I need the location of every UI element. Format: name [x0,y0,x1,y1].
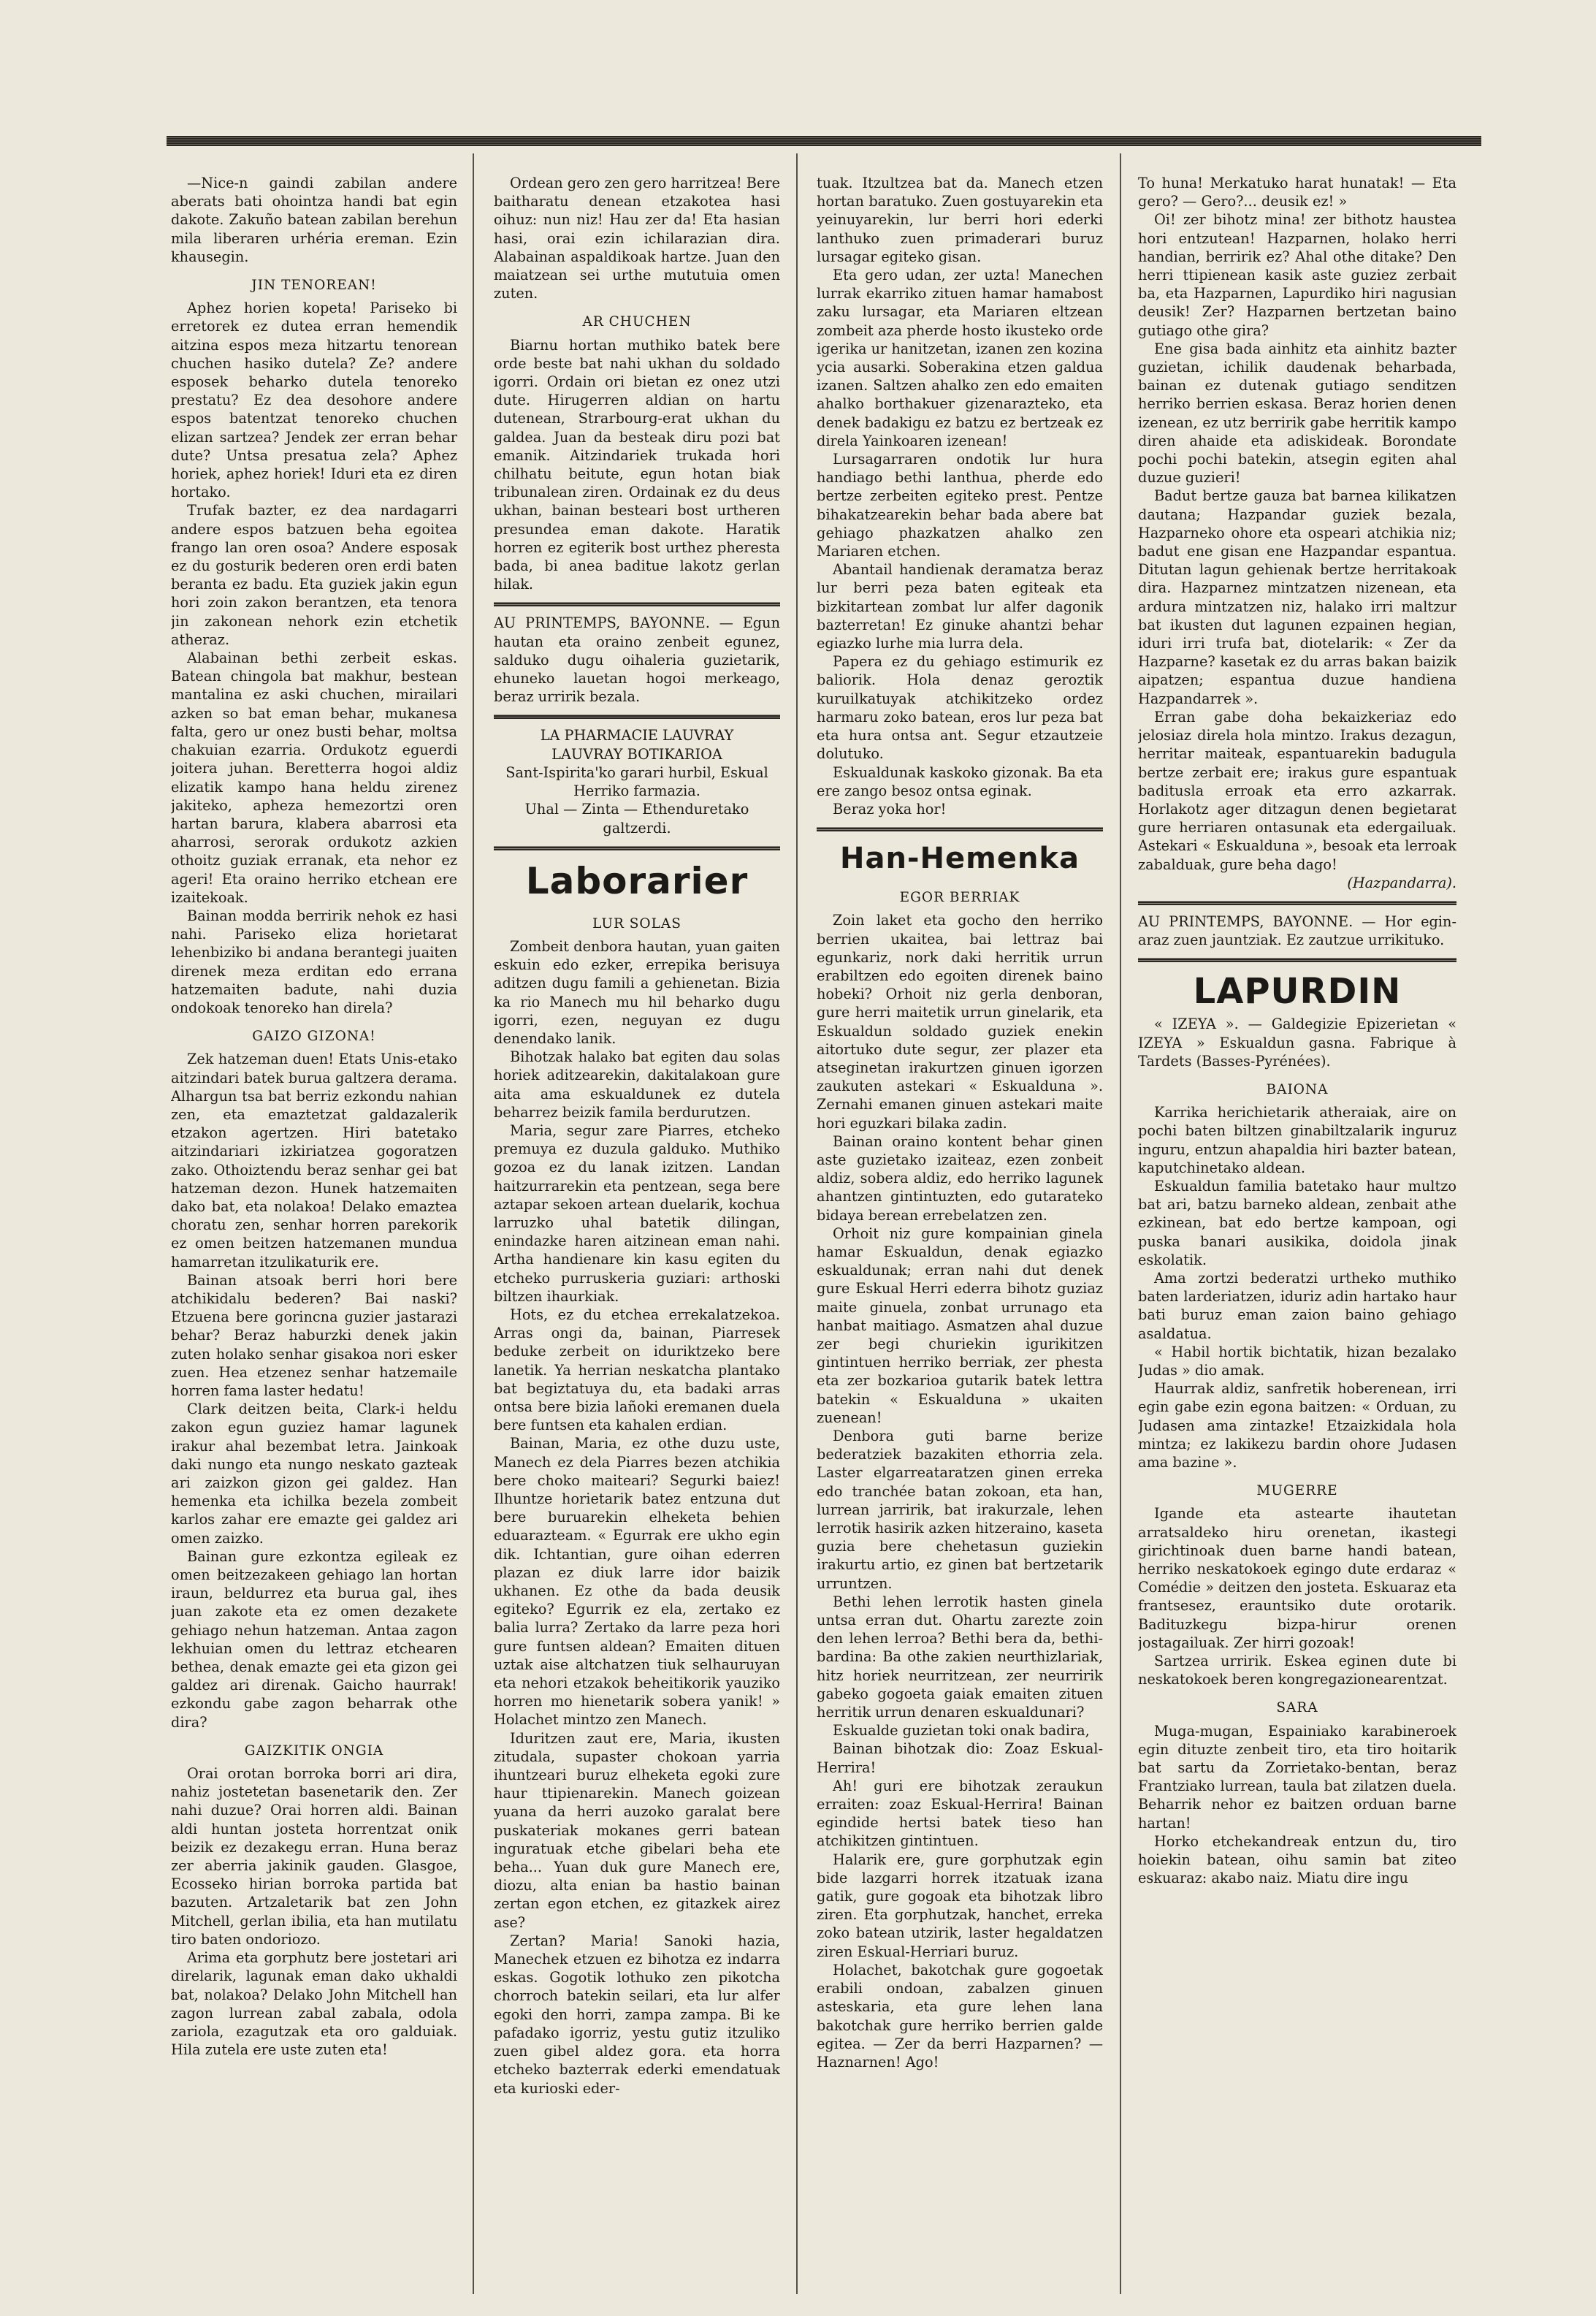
article-paragraph: Eta gero udan, zer uzta! Manechen lurrak ekarriko zituen hamar hamabost zaku lursagar, eta Mariaren eltzean zombeit aza pherde hosto ikusteko orde igerika ur hanitzetan, izanen zen kozina ycia ausarki. Soberakina etzen galdua izanen. Saltzen ahalko zen edo emaiten ahalko borthakuer gizenarazteko, eta denek badakigu ez batzu ez bertzeak ez direla Yainkoaren izenean! [817,267,1103,449]
article-paragraph: Orai orotan borroka borri ari dira, nahiz jostetetan basenetarik den. Zer nahi duzue? Orai horren aldi. Bainan aldi huntan josteta horrentzat onik beizik ez dezakegu erran. Huna beraz zer aberria jakinik gauden. Glasgoe, Ecosseko hirian borroka partida bat bazuten. Artzaletarik bat zen John Mitchell, gerlan ibilia, eta han mutilatu tiro baten ondoriozo. [171,1765,457,1948]
article-paragraph: Oi! zer bihotz mina! zer bithotz haustea hori entzutean! Hazparnen, holako herri handian, berririk ez? Ahal othe ditake? Den herri ttipienean kasik aste guziez zerbait ba, eta Hazparnen, Lapurdiko hiri nagusian deusik! Zer? Hazparnen bertzetan baino gutiago othe gira? [1138,211,1456,339]
column-1 [171,174,457,2285]
article-paragraph: Bainan oraino kontent behar ginen aste guzietako izaiteaz, ezen zonbeit aldiz, sobera aldiz, edo herriko lagunek ahantzen gintintuzten, edo gutarateko bidaya berean errebelatzen zen. [817,1132,1103,1224]
article-paragraph: « Habil hortik bichtatik, hizan bezalako Judas » dio amak. [1138,1343,1456,1379]
article-paragraph: Clark deitzen beita, Clark-i heldu zakon egun guziez hamar lagunek irakur ahal bezembat letra. Jainkoak daki nungo eta nungo neskato gazteak ari zaizkon gizon gei galdez. Han hemenka eta ichilka bezela zombeit karlos zahar ere emazte gei galdez ari omen zaizko. [171,1401,457,1547]
article-paragraph: Bihotzak halako bat egiten dau solas horiek aditzearekin, dakitalakoan gure aita ama eskualdunek ez dutela beharrez beizik famila berdurutzen. [494,1048,780,1121]
section-heading: GAIZO GIZONA! [252,1029,376,1045]
section-heading: LUR SOLAS [592,915,681,932]
article-paragraph: Papera ez du gehiago estimurik ez baliorik. Hola denaz geroztik kuruilkatuyak atchikitzeko ordez harmaru zoko batean, eros lur peza bat eta hura ontsa ant. Segur etzautzeie dolutuko. [817,653,1103,763]
advertisement-line: Uhal — Zinta — Ethenduretako galtzerdi. [524,801,749,837]
section-divider [494,602,780,606]
article-paragraph: Lursagarraren ondotik lur hura handiago bethi lanthua, pherde edo bertze zerbeiten egiteko prest. Pentze bihakatzearekin behar bada abere bat gehiago phazkatzen ahalko zen Mariaren etchen. [817,451,1103,560]
article-paragraph: « IZEYA ». — Galdegizie Epizerietan « IZEYA » Eskualdun gasna. Fabrique à Tardets (Basses-Pyrénées). [1138,1016,1456,1070]
article-paragraph: Trufak bazter, ez dea nardagarri andere espos batzuen beha egoitea frango lan oren osoa? Andere esposak ez du gosturik bederen oren erdi baten beranta ez badu. Eta guziek jakin egun hori zoin zakon berantzen, eta tenora jin zakonean nehork ezin etchetik atheraz. [171,502,457,648]
column-4 [1138,174,1456,2285]
article-paragraph: Ah! guri ere bihotzak zeraukun erraiten: zoaz Eskual-Herrira! Bainan egindide hertsi batek tieso han atchikitzen gintintuen. [817,1777,1103,1850]
article-paragraph: Haurrak aldiz, sanfretik hoberenean, irri egin gabe ezin egona baitzen: « Orduan, zu Judasen ama zintazke! Etzaizkidala hola mintza; ez lakikezu bardin ohore Judasen ama bazine ». [1138,1380,1456,1471]
section-heading: JIN TENOREAN! [251,278,377,294]
column-3 [817,174,1103,2285]
article-paragraph: Biarnu hortan muthiko batek bere orde beste bat nahi ukhan du soldado igorri. Ordain ori bietan ez onez utzi dute. Hirugerren aldian on hartu dutenean, Strarbourg-erat ukhan du galdea. Juan da besteak diru pozi bat emanik. Aitzindariek trukada hori chilhatu beitute, egun hotan biak tribunalean ziren. Ordainak ez du deus ukhan, bainan besteari bost urtheren presundea eman dakote. Haratik horren ez egiterik bost urthez pheresta bada, bi anea baditue lakotz gerlan hilak. [494,336,780,593]
rubric-title: Han-Hemenka [839,842,1080,876]
advertisement-line: LAUVRAY BOTIKARIOA [551,745,722,763]
article-paragraph: Zoin laket eta gocho den herriko berrien ukaitea, bai lettraz bai egunkariz, nork daki herritik urrun erabiltzen edo egoiten direnek baino hobeki? Orhoit niz gerla denboran, gure herri maitetik urrun ginelarik, eta Eskualdun soldado guziek enekin aitortuko dute segur, zer plazer eta atseginetan irakurtzen ginuen igorzen zaukuten astekari « Eskualduna ». Zernahi emanen ginuen astekari maite hori eguzkari bilaka zadin. [817,912,1103,1132]
article-paragraph: Orhoit niz gure kompainian ginela hamar Eskualdun, denak egiazko eskualdunak; erran nahi dut denek gure Eskual Herri ederra bihotz guziaz maite ginuela, zonbat urrunago eta hanbat maitiago. Asmatzen ahal duzue zer begi churiekin igurikitzen gintintuen herriko berriak, zer phesta eta zer bozkarioa gutarik batek lettra batekin « Eskualduna » ukaiten zuenean! [817,1224,1103,1426]
article-paragraph: Muga-mugan, Espainiako karabineroek egin dituzte zenbeit tiro, eta tiro hoitarik bat sartu da Zorrietako-bentan, beraz Frantziako lurrean, taula bat zilatzen duela. Beharrik nehor ez baitzen orduan barne hartan! [1138,1722,1456,1832]
article-paragraph: Bainan, Maria, ez othe duzu uste, Manech ez dela Piarres bezen atchikia bere choko maiteari? Segurki baiez! Ilhuntze horietarik batez entzuna dut bere buruarekin elheketa behien eduarazteam. « Egurrak ere ukho egin dik. Ichtantian, gure oihan ederren plazan ez diuk larre idor baizik ukhanen. Ez othe da bada deusik egiteko? Egurrik ez ela, zertako ez balia lurra? Zertako da larre peza hori gure funtsen aldean? Emaiten dituen uztak aise altchatzen tiuk selhauruyan eta nehori etzakok beheitikorik yauziko horren mo hienetarik sobera yanik! » Holachet mintzo zen Manech. [494,1435,780,1729]
section-heading: MUGERRE [1256,1483,1338,1499]
column-divider [796,153,798,2294]
rubric-title: LAPURDIN [1193,971,1402,1013]
article-paragraph: Arima eta gorphutz bere jostetari ari direlarik, lagunak eman dako ukhaldi bat, nolakoa? Delako John Mitchell han zagon lurrean zabal zabala, odola zariola, ezagutzak eta oro galduiak. Hila zutela ere uste zuten eta! [171,1949,457,2059]
article-paragraph: Halarik ere, gure gorphutzak egin bide lazgarri horrek itzatuak izana gatik, gure gogoak eta bihotzak libro ziren. Eta gorphutzak, hanchet, erreka zoko batean utzirik, laster hegaldatzen ziren Eskual-Herriari buruz. [817,1851,1103,1960]
article-paragraph: Hots, ez du etchea errekalatzekoa. Arras ongi da, bainan, Piarresek beduke zerbeit on iduriktzeko bere lanetik. Ya herrian neskatcha plantako bat begiztatuya du, eta badaki arras ontsa bere bizia lañoki eremanen duela bere funtsen eta kahalen erdian. [494,1306,780,1434]
article-paragraph: Zombeit denbora hautan, yuan gaiten eskuin edo ezker, errepika berisuya aditzen dugu famili a gehienetan. Bizia ka rio Manech mu hil beharko dugu igorri, ezen, neguyan ez dugu denendako lanik. [494,937,780,1047]
section-divider [1138,901,1456,905]
article-paragraph: Erran gabe doha bekaizkeriaz edo jelosiaz direla hola mintzo. Irakus dezagun, herritar maiteak, espantuarekin badugula bertze zerbait ere; irakus gure espantuak baditusla erroak eta erro azkarrak. Horlakotz ager ditzagun denen begietarat gure herriaren ontasunak eta edergailuak. Astekari « Eskualduna », besoak eta lerroak zabalduak, gure beha dago! [1138,708,1456,873]
article-paragraph: Eskualdunak kaskoko gizonak. Ba eta ere zango besoz ontsa eginak. [817,763,1103,799]
article-paragraph: Holachet, bakotchak gure gogoetak erabili ondoan, zabalzen ginuen asteskaria, eta gure lehen lana bakotchak gure herriko berrien galde egitea. — Zer da berri Hazparnen? — Haznarnen! Ago! [817,1961,1103,2071]
article-paragraph: Eskualdun familia batetako haur multzo bat ari, batzu barneko aldean, zenbait athe ezkinean, bat edo bertze kampoan, ogi puska banari ausikika, doidola jinak eskolatik. [1138,1177,1456,1268]
section-divider [817,827,1103,831]
rubric-title: Laborarier [525,859,749,902]
article-paragraph: Zek hatzeman duen! Etats Unis-etako aitzindari batek burua galtzera derama. Alhargun tsa bat berriz ezkondu nahian zen, eta emaztetzat galdazalerik etzakon agertzen. Hiri batetako aitzindariari izkiriatzea gogoratzen zako. Othoiztendu beraz senhar gei bat hatzeman dezon. Hunek hatzemaiten dako bat, eta nolakoa! Delako emaztea choratu zen, senhar horren parekorik ez omen beitzen hatzemanen mundua hamarretan itzulikaturik ere. [171,1051,457,1271]
article-paragraph: Bainan modda berririk nehok ez hasi nahi. Pariseko eliza horietarat lehenbiziko bi andana berantegi juaiten direnek meza erditan edo errana hatzemaiten badute, nahi duzia ondokoak tenoreko han direla? [171,907,457,1016]
advertisement-text: AU PRINTEMPS, BAYONNE. — Egun hautan eta oraino zenbeit egunez, salduko dugu oihaleria guzietarik, ehuneko lauetan hogoi merkeago, beraz urririk bezala. [494,614,780,706]
article-paragraph: Badut bertze gauza bat barnea kilikatzen dautana; Hazpandar guziek bezala, Hazparneko ohore eta ospeari atchikia niz; badut ene gisan ene Hazpandar espantua. Ditutan lagun gehienak bertze herritakoak dira. Hazparnez mintzatzen nizenean, eta ardura mintzatzen niz, halako irri maltzur bat ikusten dut lagunen ezpainen hegian, iduri irri trufa bat, diotelarik: « Zer da Hazparne? kasetak ez du arras bakan baizik aipatzen; espantua duzue handiena Hazpandarrek ». [1138,487,1456,707]
column-divider [473,153,474,2294]
section-heading: AR CHUCHEN [582,314,692,330]
article-paragraph: Alabainan bethi zerbeit eskas. Batean chingola bat makhur, bestean mantalina ez aski chuchen, mirailari azken so bat eman behar, mukanesa falta, gero ur onez busti behar, moltsa chakuian ezarria. Ordukotz eguerdi joitera juhan. Beretterra hogoi aldiz elizatik kampo hana heldu zirenez jakiteko, apheza hemezortzi oren hartan barura, klabera abarrosi eta aharrosi, serorak ordukotz azkien othoitz guziak erranak, eta nehor ez ageri! Eta oraino herriko etchean ere izaitekoak. [171,650,457,906]
article-paragraph: Bainan atsoak berri hori bere atchikidalu bederen? Bai naski? Etzuena bere gorincna guzier jastarazi behar? Beraz haburzki denek jakin zuten holako senhar gisakoa nori esker zuen. Hea etzenez senhar hatzemaile horren fama laster hedatu! [171,1271,457,1399]
article-paragraph: Aphez horien kopeta! Pariseko bi erretorek ez dutea erran hemendik aitzina espos meza hitzartu tenorean chuchen hasiko dutela? Ze? andere esposek beharko dutela tenoreko prestatu? Ez dea desohore andere espos batentzat tenoreko chuchen elizan sartzea? Jendek zer erran behar dute? Untsa presatua zela? Aphez horiek, aphez horiek! Iduri eta ez diren hortako. [171,300,457,501]
article-paragraph: Karrika herichietarik atheraiak, aire on pochi baten biltzen ginabiltzalarik inguruz inguru, entzun ahapaldia hiri bazter batean, kaputchinetako aldean. [1138,1104,1456,1176]
article-paragraph: Sartzea urririk. Eskea eginen dute bi neskatokoek beren kongregazionearentzat. [1138,1653,1456,1688]
article-paragraph: Bainan bihotzak dio: Zoaz Eskual-Herrira! [817,1740,1103,1776]
article-signature: (Hazpandarra). [1347,874,1456,891]
article-paragraph: Ene gisa bada ainhitz eta ainhitz bazter guzietan, ichilik daudenak beharbada, bainan ez dutenak gutiago senditzen herriko berrien eskasa. Beraz horien denen izenean, ez utz berririk gabe herritik kampo diren ahaide eta adiskideak. Borondate pochi pochi batekin, atsegin egiten ahal duzue guzieri! [1138,340,1456,487]
article-paragraph: —Nice-n gaindi zabilan andere aberats bati ohointza handi bat egin dakote. Zakuño batean zabilan berehun mila liberaren urhéria ereman. Ezin khausegin. [171,175,457,265]
article-paragraph: Beraz yoka hor! [833,800,947,818]
top-rule [167,136,1481,146]
article-paragraph: Maria, segur zare Piarres, etcheko premuya ez duzula galduko. Muthiko gozoa ez du lanak izitzen. Landan haitzurrarekin eta pentzean, sega bere aztapar sekoen artean duelarik, kochua larruzko uhal batetik dilingan, enindazke haren aitzinean eman nahi. Artha handienare kin kasu egiten du etcheko purruskeria guziari: arthoski biltzen ihaurkiak. [494,1121,780,1305]
article-paragraph: tuak. Itzultzea bat da. Manech etzen hortan baratuko. Zuen gostuyarekin eta yeinuyarekin, lur berri hori ederki lanthuko zuen primaderari buruz lursagar egiteko gisan. [817,175,1103,265]
article-paragraph: Horko etchekandreak entzun du, tiro hoiekin batean, oihu samin bat ziteo eskuaraz: akabo naiz. Miatu dire ingu [1138,1832,1456,1887]
article-paragraph: Denbora guti barne berize bederatziek bazakiten ethorria zela. Laster elgarreataratzen ginen erreka edo tranchée batan zokoan, eta han, lurrean jarririk, bat irakurzale, lehen lerrotik hasirik azken hitzeraino, kaseta guzia bere chehetasun guziekin irakurtu artio, ez ginen bat bertzetarik urruntzen. [817,1428,1103,1592]
article-paragraph: Bainan gure ezkontza egileak ez omen beitzezakeen gehiago lan hortan iraun, beldurrez eta burua gal, ihes juan zakote eta ez omen dezakete gehiago nehun hatzeman. Antaa zagon lekhuian omen du lettraz etchearen bethea, denak emazte gei eta gizon gei galdez ari direnak. Gaicho haurrak! ezkondu gabe zagon beharrak othe dira? [171,1547,457,1731]
article-paragraph: Ordean gero zen gero harritzea! Bere baitharatu denean etzakotea hasi oihuz: nun niz! Hau zer da! Eta hasian hasi, orai ezin ichilarazian dira. Alabainan aspaldikoak hartze. Juan den maiatzean sei urthe mututuia omen zuten. [494,175,780,302]
section-divider [494,846,780,850]
advertisement-line: LA PHARMACIE LAUVRAY [540,727,734,744]
advertisement-line: Sant-Ispirita'ko garari hurbil, Eskual Herriko farmazia. [505,763,768,800]
advertisement-text: AU PRINTEMPS, BAYONNE. — Hor egin-araz zuen jauntziak. Ez zautzue urrikituko. [1138,913,1456,949]
article-paragraph: Ama zortzi bederatzi urtheko muthiko baten larderiatzen, iduriz adin hartako haur bati buruz eman zaion baino gehiago asaldatua. [1138,1269,1456,1342]
article-paragraph: Bethi lehen lerrotik hasten ginela untsa erran dut. Ohartu zarezte zoin den lehen lerroa? Bethi bera da, bethi-bardina: Ba othe zakien neurthizlariak, hitz horiek neurritzean, zer neurririk gabeko gogoeta gaiak emaiten zituen herritik urrun denaren eskualdunari? [817,1593,1103,1721]
column-2 [494,174,780,2285]
section-divider [494,715,780,719]
article-paragraph: Iduritzen zaut ere, Maria, ikusten zitudala, supaster chokoan yarria ihuntzeari buruz elheketa egoki zure haur ttipienarekin. Manech goizean yuana da herri auzoko garalat bere puskateriak mokanes gerri batean inguratuak etche gibelari beha ete beha... Yuan duk gure Manech ere, diozu, alta enian ba hastio bainan zertan egon etchen, ez gitazkek airez ase? [494,1729,780,1931]
article-paragraph: Eskualde guzietan toki onak badira, [833,1722,1090,1740]
article-paragraph: Igande eta astearte ihautetan arratsaldeko hiru orenetan, ikastegi girichtinoak duen barne handi batean, herriko neskatokoek egingo dute erdaraz « Comédie » deitzen den josteta. Eskuaraz eta frantsesez, erauntsiko dute orotarik. Badituzkegu bizpa-hirur orenen jostagailuak. Zer hirri gozoak! [1138,1505,1456,1651]
article-paragraph: To huna! Merkatuko harat hunatak! — Eta gero? — Gero?... deusik ez! » [1138,175,1456,210]
column-divider [1120,153,1121,2294]
article-paragraph: Abantail handienak deramatza beraz lur berri peza baten egiteak eta bizkitartean zombat lur alfer dagonik bazterretan! Ez ginuke ahantzi behar egiazko lurhe mia lurra dela. [817,561,1103,652]
section-heading: BAIONA [1266,1081,1329,1097]
section-heading: EGOR BERRIAK [899,890,1020,906]
section-heading: SARA [1276,1700,1318,1716]
section-divider [1138,958,1456,962]
section-heading: GAIZKITIK ONGIA [244,1742,384,1759]
article-paragraph: Zertan? Maria! Sanoki hazia, Manechek etzuen ez bihotza ez indarra eskas. Gogotik lothuko zen pikotcha chorroch batekin seilari, eta lur alfer egoki den horri, zampa zampa. Bi ke pafadako igorriz, yestu gutiz itzuliko zuen gibel aldez gora. eta horra etcheko bazterrak ederki emendatuak eta kurioski eder- [494,1932,780,2097]
